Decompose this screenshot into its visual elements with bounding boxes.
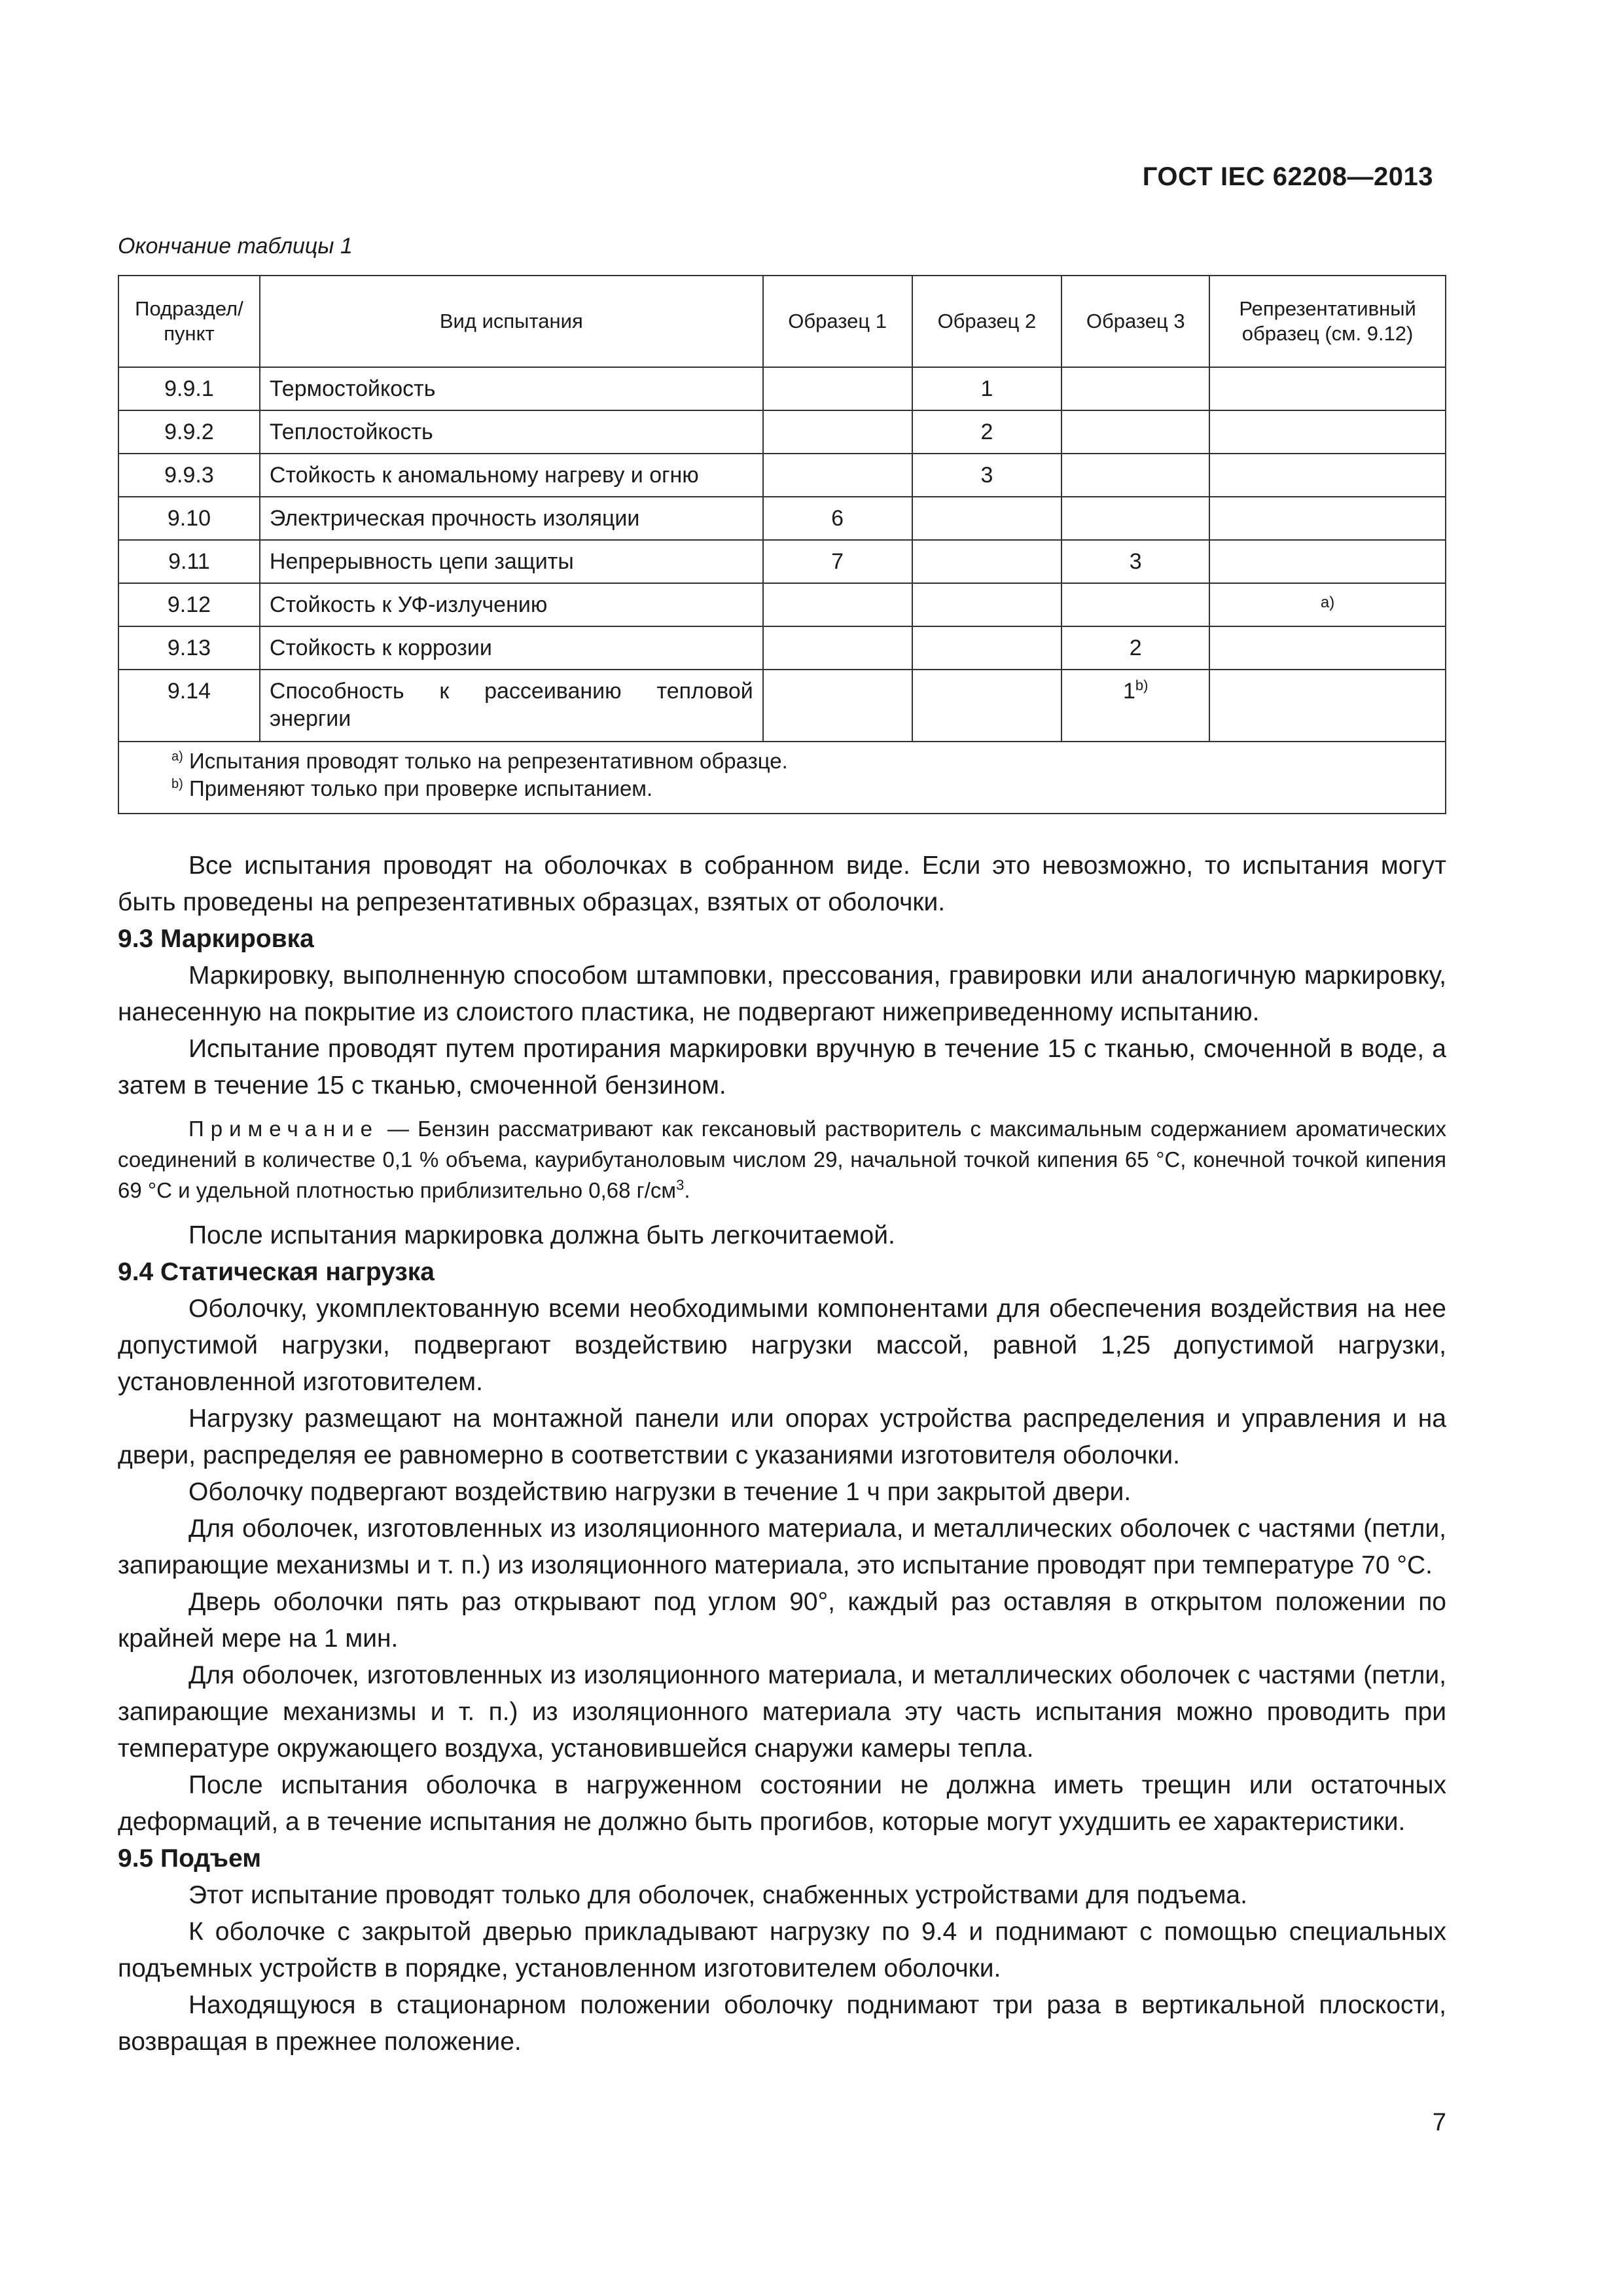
cell-sample-2 — [912, 497, 1062, 540]
table-row — [118, 367, 1446, 410]
document-body — [118, 848, 1446, 2060]
table-footnotes-row — [118, 742, 1446, 814]
cell-sample-2: 2 — [912, 410, 1062, 454]
col-header-clause: Подраздел/ пункт — [118, 276, 260, 367]
footnote-ref-b: b) — [1135, 677, 1149, 694]
cell-sample-1 — [763, 454, 912, 497]
col-header-test: Вид испытания — [260, 276, 763, 367]
section-heading-9-3: 9.3 Маркировка — [118, 925, 314, 953]
cell-sample-2: 3 — [912, 454, 1062, 497]
cell-sample-1 — [763, 367, 912, 410]
cell-sample-1 — [763, 670, 912, 742]
cell-test: Непрерывность цепи защиты — [260, 540, 763, 583]
cell-sample-1 — [763, 410, 912, 454]
page-number: 7 — [1432, 2109, 1446, 2136]
paragraph: Оболочку, укомплектованную всеми необходимыми компонентами для обеспечения воздействия на нее допустимой нагрузки, подвергают воздействию нагрузки массой, равной 1,25 допустимой нагрузки, установленной изготовителем. — [118, 1295, 1446, 1396]
cell-test: Стойкость к аномальному нагреву и огню — [260, 454, 763, 497]
cell-representative — [1209, 626, 1446, 670]
footnote-b — [171, 775, 1445, 802]
col-header-representative: Репрезентативный образец (см. 9.12) — [1209, 276, 1446, 367]
cell-clause: 9.11 — [118, 540, 260, 583]
paragraph: Дверь оболочки пять раз открывают под углом 90°, каждый раз оставляя в открытом положении по крайней мере на 1 мин. — [118, 1588, 1446, 1653]
cell-sample-1 — [763, 583, 912, 626]
cell-test: Стойкость к УФ-излучению — [260, 583, 763, 626]
paragraph: Нагрузку размещают на монтажной панели или опорах устройства распределения и управления и на двери, распределяя ее равномерно в соответствии с указаниями изготовителя оболочки. — [118, 1405, 1446, 1469]
paragraph: Для оболочек, изготовленных из изоляционного материала, и металлических оболочек с частями (петли, запирающие механизмы и т. п.) из изоляционного материала, это испытание проводят при температуре 70 °С. — [118, 1515, 1446, 1579]
paragraph: Все испытания проводят на оболочках в собранном виде. Если это невозможно, то испытания могут быть проведены на репрезентативных образцах, взятых от оболочки. — [118, 852, 1446, 916]
footnote-text: Испытания проводят только на репрезентативном образце. — [188, 749, 788, 773]
cell-test: Способность к рассеиванию тепловой энергии — [260, 670, 763, 742]
paragraph: После испытания маркировка должна быть легкочитаемой. — [188, 1221, 895, 1249]
cell-sample-2 — [912, 540, 1062, 583]
cell-test: Термостойкость — [260, 367, 763, 410]
section-heading-9-4: 9.4 Статическая нагрузка — [118, 1258, 435, 1286]
section-heading-9-5: 9.5 Подъем — [118, 1844, 262, 1873]
cell-sample-3 — [1061, 454, 1209, 497]
standard-designation: ГОСТ IEC 62208—2013 — [1142, 162, 1433, 191]
table-row — [118, 670, 1446, 742]
footnote-a — [171, 747, 1445, 775]
cell-sample-3-value: 1 — [1122, 679, 1135, 704]
footnote-text: Применяют только при проверке испытанием. — [188, 776, 653, 800]
paragraph: После испытания оболочка в нагруженном состоянии не должна иметь трещин или остаточных деформаций, а в течение испытания не должно быть прогибов, которые могут ухудшить ее характеристики. — [118, 1771, 1446, 1836]
cell-sample-1: 6 — [763, 497, 912, 540]
cell-sample-3: 3 — [1061, 540, 1209, 583]
cell-clause: 9.14 — [118, 670, 260, 742]
cell-clause: 9.9.1 — [118, 367, 260, 410]
paragraph: Для оболочек, изготовленных из изоляционного материала, и металлических оболочек с частями (петли, запирающие механизмы и т. п.) из изоляционного материала эту часть испытания можно проводить при температуре окружающего воздуха, установившейся снаружи камеры тепла. — [118, 1661, 1446, 1763]
cell-representative: a) — [1209, 583, 1446, 626]
paragraph: Этот испытание проводят только для оболочек, снабженных устройствами для подъема. — [188, 1881, 1247, 1909]
paragraph: Оболочку подвергают воздействию нагрузки в течение 1 ч при закрытой двери. — [188, 1478, 1132, 1506]
paragraph: Испытание проводят путем протирания маркировки вручную в течение 15 с тканью, смоченной в воде, а затем в течение 15 с тканью, смоченной бензином. — [118, 1035, 1446, 1100]
cell-representative — [1209, 497, 1446, 540]
table-row — [118, 454, 1446, 497]
col-header-sample-1: Образец 1 — [763, 276, 912, 367]
cell-sample-2 — [912, 670, 1062, 742]
cell-sample-1: 7 — [763, 540, 912, 583]
cell-representative — [1209, 410, 1446, 454]
col-header-sample-3: Образец 3 — [1061, 276, 1209, 367]
footnote-mark: a) — [171, 749, 183, 764]
cell-sample-3: 2 — [1061, 626, 1209, 670]
footnote-mark: b) — [171, 777, 183, 791]
cell-representative — [1209, 540, 1446, 583]
paragraph: Находящуюся в стационарном положении оболочку поднимают три раза в вертикальной плоскости, возвращая в прежнее положение. — [118, 1991, 1446, 2056]
paragraph: Маркировку, выполненную способом штамповки, прессования, гравировки или аналогичную маркировку, нанесенную на покрытие из слоистого пластика, не подвергают нижеприведенному испытанию. — [118, 961, 1446, 1026]
cell-sample-3 — [1061, 367, 1209, 410]
cell-clause: 9.13 — [118, 626, 260, 670]
cell-representative — [1209, 367, 1446, 410]
table-row — [118, 540, 1446, 583]
cell-clause: 9.12 — [118, 583, 260, 626]
table-row — [118, 497, 1446, 540]
note-superscript: 3 — [676, 1177, 685, 1193]
table-row — [118, 583, 1446, 626]
test-table — [118, 275, 1446, 814]
cell-sample-3 — [1061, 670, 1209, 742]
note-text: — Бензин рассматривают как гексановый растворитель с максимальным содержанием ароматических соединений в количестве 0,1 % объема, каурибутаноловым числом 29, начальной точкой кипения 65 °С, конечной точкой кипения 69 °С и удельной плотностью приблизительно 0,68 г/см — [118, 1117, 1446, 1202]
cell-test: Электрическая прочность изоляции — [260, 497, 763, 540]
cell-test: Стойкость к коррозии — [260, 626, 763, 670]
table-row — [118, 410, 1446, 454]
note — [118, 1113, 1446, 1206]
cell-test: Теплостойкость — [260, 410, 763, 454]
cell-representative — [1209, 454, 1446, 497]
cell-clause: 9.9.2 — [118, 410, 260, 454]
table-row — [118, 626, 1446, 670]
cell-sample-2: 1 — [912, 367, 1062, 410]
cell-representative — [1209, 670, 1446, 742]
cell-clause: 9.10 — [118, 497, 260, 540]
table-header-row — [118, 276, 1446, 367]
cell-sample-3 — [1061, 497, 1209, 540]
table-footnotes — [118, 742, 1446, 814]
note-label: Примечание — [188, 1117, 380, 1141]
cell-sample-2 — [912, 583, 1062, 626]
cell-sample-2 — [912, 626, 1062, 670]
table-caption: Окончание таблицы 1 — [118, 234, 353, 259]
cell-clause: 9.9.3 — [118, 454, 260, 497]
col-header-sample-2: Образец 2 — [912, 276, 1062, 367]
note-end: . — [684, 1178, 690, 1202]
cell-sample-3 — [1061, 410, 1209, 454]
cell-sample-1 — [763, 626, 912, 670]
paragraph: К оболочке с закрытой дверью прикладывают нагрузку по 9.4 и поднимают с помощью специальных подъемных устройств в порядке, установленном изготовителем оболочки. — [118, 1918, 1446, 1982]
cell-sample-3 — [1061, 583, 1209, 626]
